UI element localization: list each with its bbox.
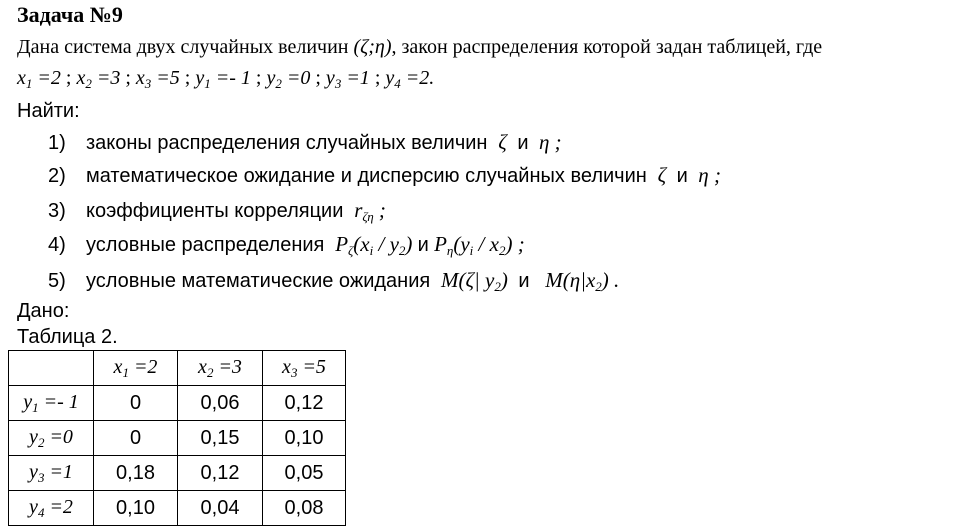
task-math: M(ζ| $y_2$) и $M(\eta|x_2)$ . — [435, 268, 620, 294]
task-math: ζ и η ; — [493, 130, 562, 154]
table-cell: 0,12 — [263, 386, 346, 421]
table-cell: 0 — [94, 386, 178, 421]
table-row-label: $y_2 =0$ — [9, 421, 94, 456]
task-math: $P_\zeta(x_i / y_2)$ и $P_\eta(y_i / x_2)$ ; — [329, 232, 525, 258]
intro-text: Дана система двух случайных величин — [17, 36, 349, 58]
table-cell: 0,15 — [178, 421, 263, 456]
value-term: $x_3 =5$ — [135, 67, 180, 91]
value-term: $x_2 =3$ — [76, 67, 121, 91]
task-math: ζ и η ; — [652, 163, 721, 187]
table-cell: 0 — [94, 421, 178, 456]
task-number: 2) — [48, 165, 66, 187]
task-number: 4) — [48, 234, 66, 256]
task-item — [48, 130, 562, 155]
find-label: Найти: — [17, 100, 80, 122]
intro-line-1 — [17, 36, 822, 59]
table-cell: 0,06 — [178, 386, 263, 421]
table-row — [9, 491, 346, 526]
task-number: 5) — [48, 270, 66, 292]
table-row — [9, 456, 346, 491]
table-row-label: $y_1 =- 1$ — [9, 386, 94, 421]
intro-rest: , закон распределения которой задан таблицей, где — [391, 36, 823, 58]
table-row — [9, 421, 346, 456]
table-cell: 0,08 — [263, 491, 346, 526]
table-header-cell: $x_1 =2$ — [94, 351, 178, 386]
table-cell: 0,12 — [178, 456, 263, 491]
table-corner-cell — [9, 351, 94, 386]
table-row-label: $y_4 =2$ — [9, 491, 94, 526]
table-header-cell: $x_2 =3$ — [178, 351, 263, 386]
task-text: условные математические ожидания — [86, 270, 431, 292]
task-number: 1) — [48, 132, 66, 154]
table-header-cell: $x_3 =5$ — [263, 351, 346, 386]
value-term: $y_3 =1$ — [325, 67, 370, 91]
task-text: законы распределения случайных величин — [86, 132, 488, 154]
table-cell: 0,18 — [94, 456, 178, 491]
problem-title: Задача №9 — [17, 2, 123, 27]
table-cell: 0,10 — [94, 491, 178, 526]
table-cell: 0,05 — [263, 456, 346, 491]
values-line: $x_1 =2$ ; $x_2 =3$ ; $x_3 =5$ ; $y_1 =- 1$ ; $y_2 =0$ ; $y_3 =1$ ; $y_4 =2$. — [17, 67, 435, 91]
table-row-label: $y_3 =1$ — [9, 456, 94, 491]
task-item — [48, 232, 525, 259]
given-label: Дано: — [17, 300, 70, 322]
value-term: $x_1 =2$ — [17, 67, 61, 91]
task-text: коэффициенты корреляции — [86, 200, 344, 222]
table-caption: Таблица 2. — [17, 326, 118, 348]
system-notation: (ζ;η) — [353, 36, 392, 58]
value-term: $y_1 =- 1$ — [195, 67, 251, 91]
distribution-table — [8, 350, 346, 526]
table-row — [9, 386, 346, 421]
task-item — [48, 163, 721, 188]
task-text: математическое ожидание и дисперсию случайных величин — [86, 165, 647, 187]
task-number: 3) — [48, 200, 66, 222]
task-text: условные распределения — [86, 234, 325, 256]
value-term: $y_4 =2$. — [385, 67, 435, 91]
value-term: $y_2 =0$ — [266, 67, 311, 91]
task-item — [48, 198, 386, 225]
table-header-row — [9, 351, 346, 386]
table-cell: 0,04 — [178, 491, 263, 526]
table-cell: 0,10 — [263, 421, 346, 456]
table-body — [9, 386, 346, 526]
task-item — [48, 268, 619, 295]
task-math: $r_{\zeta\eta}$ ; — [348, 198, 386, 224]
